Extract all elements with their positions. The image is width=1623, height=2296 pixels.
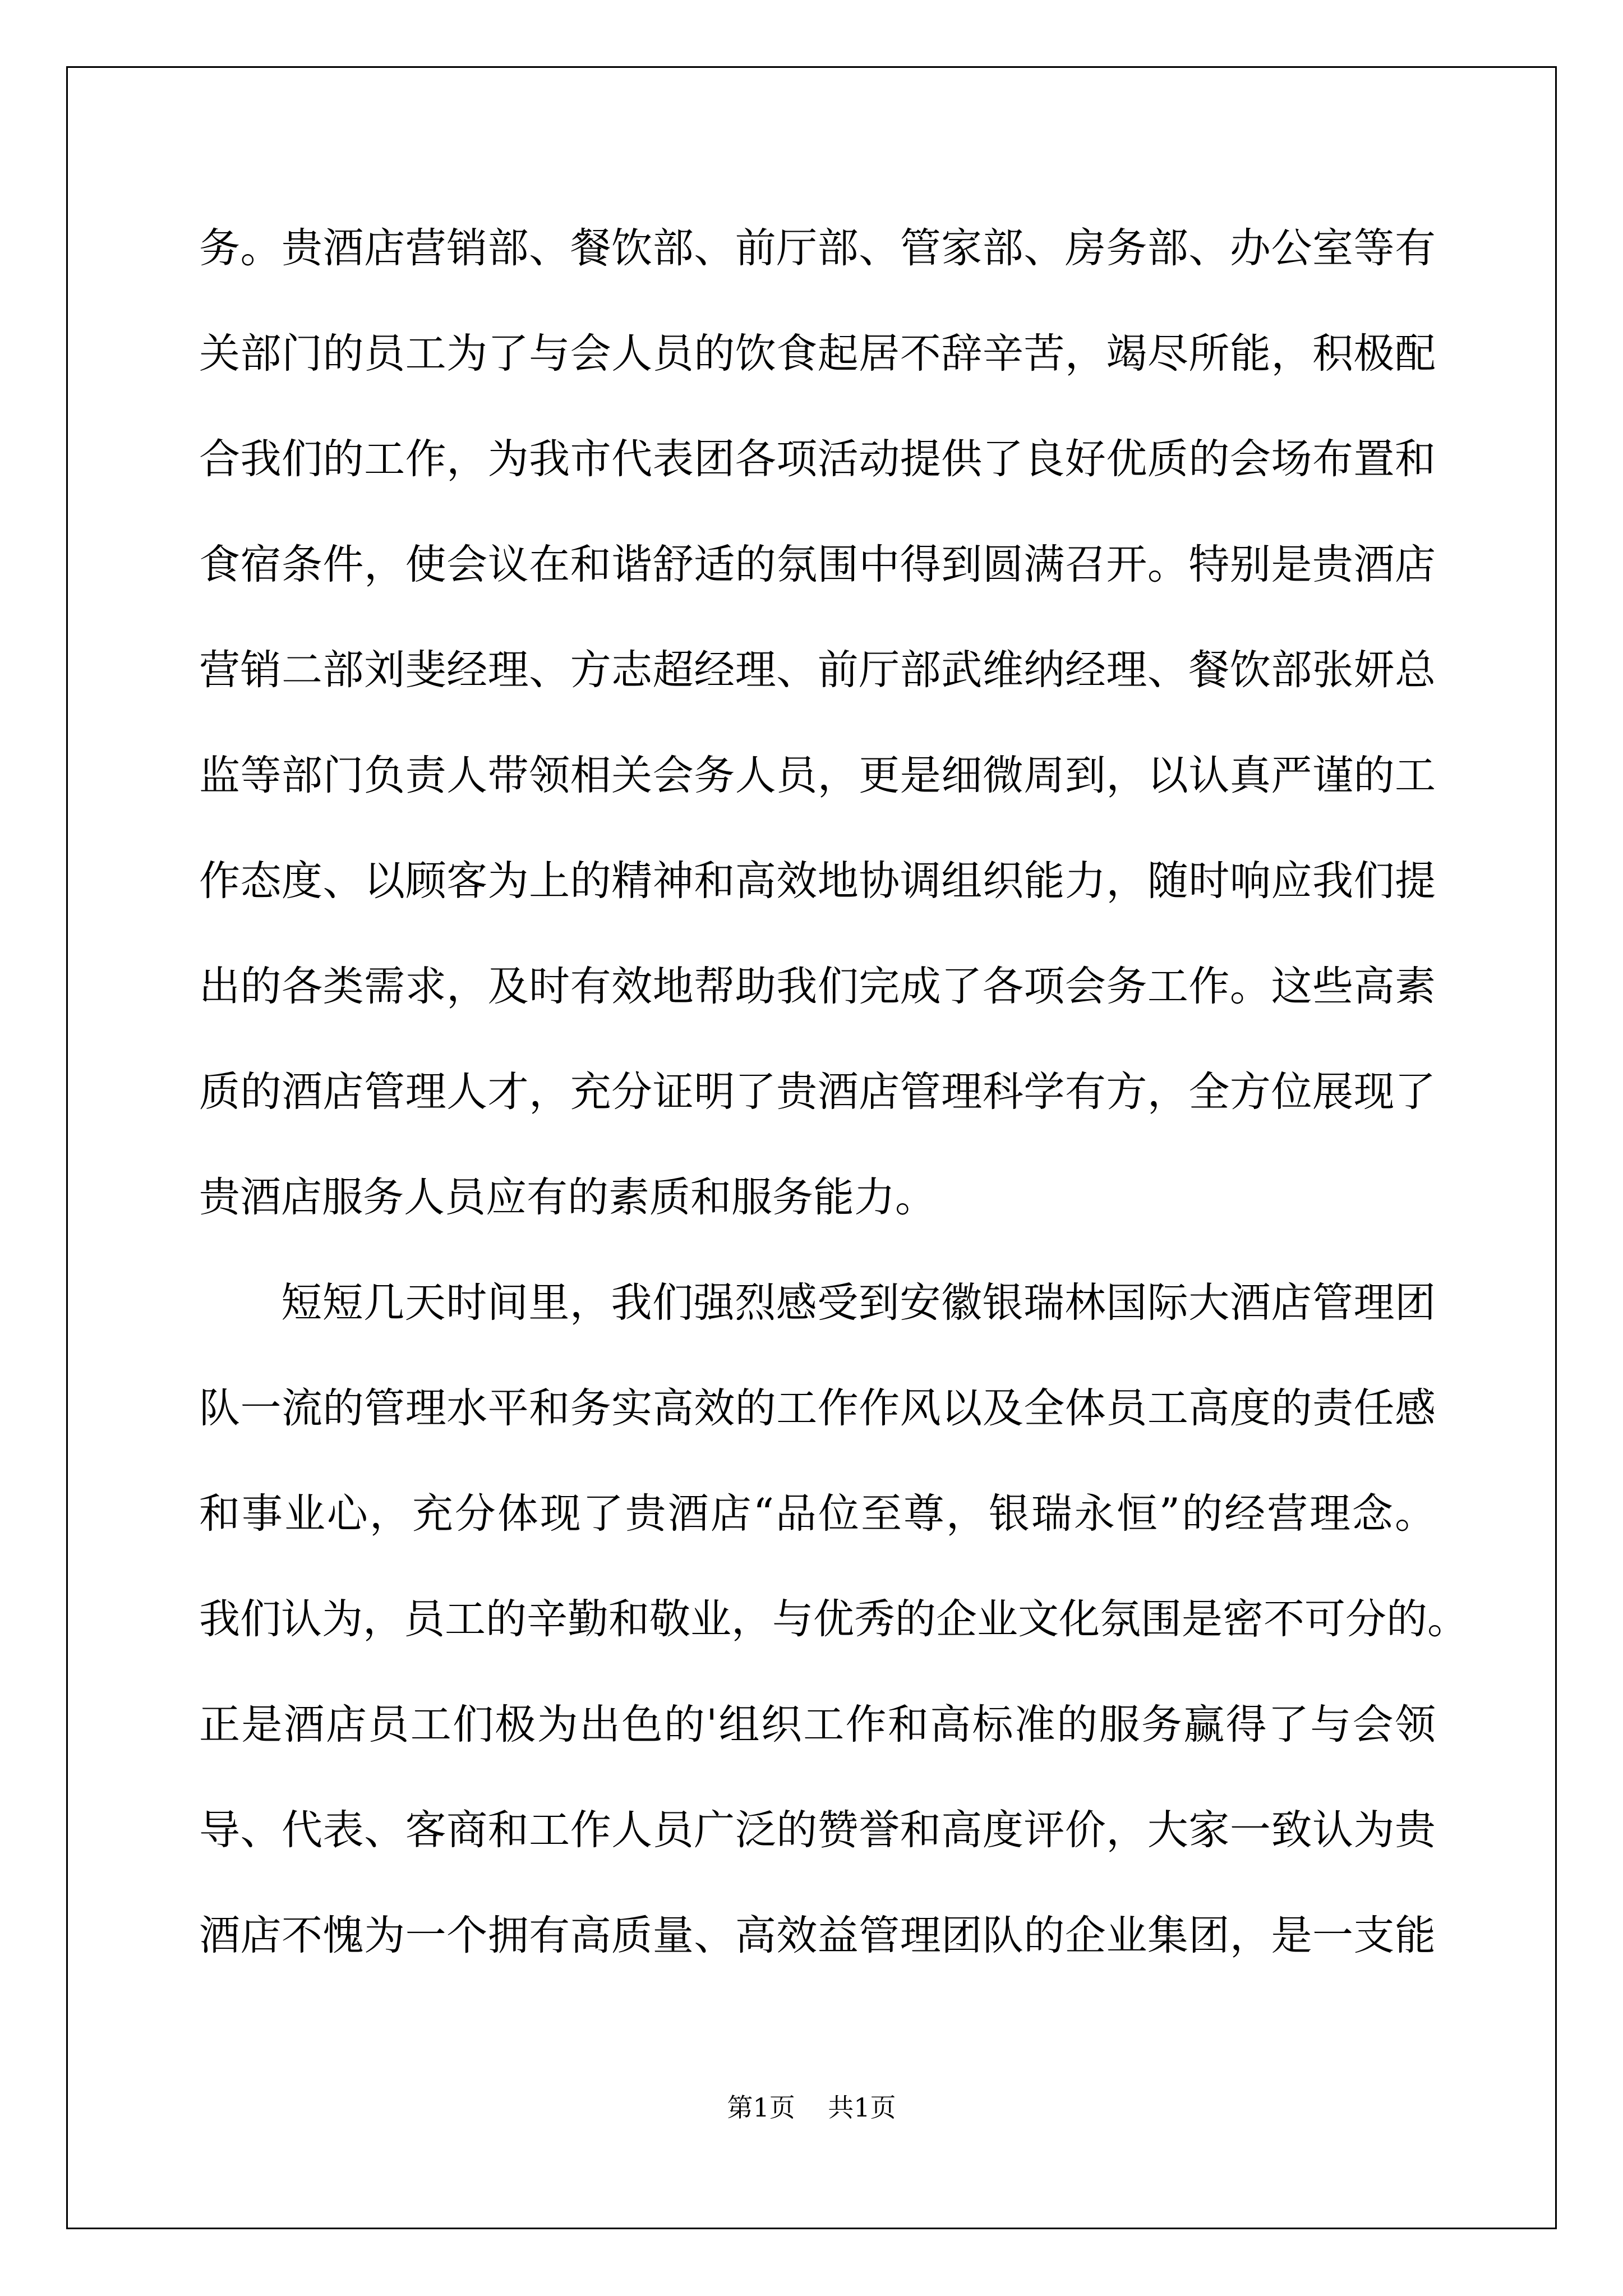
text-line: 务。贵酒店营销部、餐饮部、前厅部、管家部、房务部、办公室等有 — [199, 224, 1436, 272]
paragraph-2 — [199, 1265, 1468, 2003]
document-body — [199, 210, 1468, 2003]
text-line: 作态度、以顾客为上的精神和高效地协调组织能力，随时响应我们提 — [199, 857, 1436, 905]
paragraph-1 — [199, 210, 1436, 1265]
text-line: 和事业心，充分体现了贵酒店“品位至尊，银瑞永恒”的经营理念。 — [199, 1490, 1436, 1538]
text-line: 关部门的员工为了与会人员的饮食起居不辞辛苦，竭尽所能，积极配 — [199, 330, 1436, 378]
text-line: 合我们的工作，为我市代表团各项活动提供了良好优质的会场布置和 — [199, 435, 1436, 483]
text-line: 营销二部刘斐经理、方志超经理、前厅部武维纳经理、餐饮部张妍总 — [199, 646, 1436, 694]
page-number-footer: 第1页 共1页 — [727, 2092, 896, 2123]
text-line: 食宿条件，使会议在和谐舒适的氛围中得到圆满召开。特别是贵酒店 — [199, 541, 1436, 588]
text-line: 监等部门负责人带领相关会务人员，更是细微周到，以认真严谨的工 — [199, 752, 1436, 799]
text-line: 酒店不愧为一个拥有高质量、高效益管理团队的企业集团，是一支能 — [199, 1912, 1436, 1959]
text-line: 质的酒店管理人才，充分证明了贵酒店管理科学有方，全方位展现了 — [199, 1068, 1436, 1116]
text-line: 短短几天时间里，我们强烈感受到安徽银瑞林国际大酒店管理团 — [281, 1279, 1436, 1327]
text-line: 导、代表、客商和工作人员广泛的赞誉和高度评价，大家一致认为贵 — [199, 1806, 1436, 1854]
text-line: 贵酒店服务人员应有的素质和服务能力。 — [199, 1174, 936, 1221]
text-line: 我们认为，员工的辛勤和敬业，与优秀的企业文化氛围是密不可分的。 — [199, 1595, 1468, 1643]
text-line: 正是酒店员工们极为出色的'组织工作和高标准的服务赢得了与会领 — [199, 1701, 1436, 1749]
text-line: 队一流的管理水平和务实高效的工作作风以及全体员工高度的责任感 — [199, 1384, 1436, 1432]
text-line: 出的各类需求，及时有效地帮助我们完成了各项会务工作。这些高素 — [199, 963, 1436, 1010]
